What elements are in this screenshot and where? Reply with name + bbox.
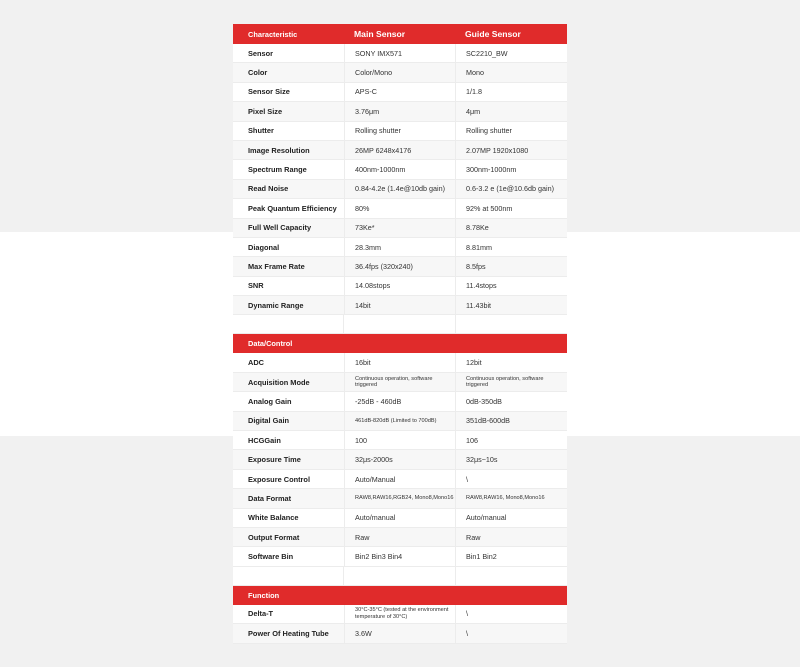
row-label: Dynamic Range — [248, 300, 304, 310]
section-header-data-control: Data/Control — [233, 334, 567, 353]
table-row — [233, 141, 567, 160]
table-row — [233, 199, 567, 218]
header-characteristic: Characteristic — [248, 29, 298, 39]
row-label: Pixel Size — [248, 106, 283, 116]
row-main-value: 3.6W — [344, 624, 455, 642]
row-label: Shutter — [248, 126, 274, 136]
row-main-value: 73Ke* — [344, 219, 455, 237]
table-row — [233, 373, 567, 392]
row-main-value: Auto/manual — [344, 509, 455, 527]
row-label: Exposure Control — [248, 474, 311, 484]
row-guide-value: RAW8,RAW16, Mono8,Mono16 — [455, 489, 567, 507]
section-header-function: Function — [233, 586, 567, 605]
row-main-value: Raw — [344, 528, 455, 546]
table-row — [233, 160, 567, 179]
row-main-value: 36.4fps (320x240) — [344, 257, 455, 275]
row-label: HCGGain — [248, 435, 281, 445]
row-guide-value: 2.07MP 1920x1080 — [455, 141, 567, 159]
row-guide-value: 11.43bit — [455, 296, 567, 314]
spec-table — [233, 24, 567, 644]
row-main-value: 461dB-820dB (Limited to 700dB) — [344, 412, 455, 430]
row-guide-value: \ — [455, 605, 567, 623]
row-label: Acquisition Mode — [248, 377, 310, 387]
table-header — [233, 24, 567, 44]
row-label: Output Format — [248, 532, 300, 542]
table-row — [233, 83, 567, 102]
row-main-value: Auto/Manual — [344, 470, 455, 488]
row-main-value: 26MP 6248x4176 — [344, 141, 455, 159]
row-main-value: 3.76μm — [344, 102, 455, 120]
row-label: White Balance — [248, 513, 299, 523]
row-label: Spectrum Range — [248, 165, 307, 175]
row-guide-value: Raw — [455, 528, 567, 546]
row-main-value: SONY IMX571 — [344, 44, 455, 62]
row-main-value: Continuous operation, software triggered — [344, 373, 455, 391]
row-guide-value: 106 — [455, 431, 567, 449]
row-guide-value: Mono — [455, 63, 567, 81]
table-spacer — [233, 315, 567, 334]
table-row — [233, 257, 567, 276]
row-guide-value: Bin1 Bin2 — [455, 547, 567, 565]
row-main-value: 80% — [344, 199, 455, 217]
table-row — [233, 509, 567, 528]
row-guide-value: 300nm-1000nm — [455, 160, 567, 178]
table-row — [233, 122, 567, 141]
table-row — [233, 605, 567, 624]
row-label: Digital Gain — [248, 416, 290, 426]
table-row — [233, 353, 567, 372]
row-guide-value: \ — [455, 624, 567, 642]
row-label: Sensor Size — [248, 87, 290, 97]
row-guide-value: 351dB-600dB — [455, 412, 567, 430]
row-guide-value: 4μm — [455, 102, 567, 120]
table-row — [233, 528, 567, 547]
row-main-value: 100 — [344, 431, 455, 449]
row-label: Exposure Time — [248, 455, 301, 465]
row-main-value: APS-C — [344, 83, 455, 101]
row-main-value: RAW8,RAW16,RGB24, Mono8,Mono16 — [344, 489, 455, 507]
row-main-value: Color/Mono — [344, 63, 455, 81]
table-row — [233, 277, 567, 296]
header-guide-sensor: Guide Sensor — [465, 29, 521, 39]
row-label: Sensor — [248, 48, 274, 58]
row-label: Peak Quantum Efficiency — [248, 203, 337, 213]
row-main-value: Rolling shutter — [344, 122, 455, 140]
row-label: Read Noise — [248, 184, 289, 194]
table-row — [233, 547, 567, 566]
row-guide-value: 0dB-350dB — [455, 392, 567, 410]
row-guide-value: \ — [455, 470, 567, 488]
row-main-value: 0.84-4.2e (1.4e@10db gain) — [344, 180, 455, 198]
table-row — [233, 489, 567, 508]
table-row — [233, 431, 567, 450]
table-row — [233, 470, 567, 489]
row-main-value: Bin2 Bin3 Bin4 — [344, 547, 455, 565]
table-spacer — [233, 567, 567, 586]
table-row — [233, 102, 567, 121]
row-guide-value: 11.4stops — [455, 277, 567, 295]
row-main-value: 28.3mm — [344, 238, 455, 256]
row-main-value: 16bit — [344, 353, 455, 371]
table-row — [233, 296, 567, 315]
row-main-value: -25dB - 460dB — [344, 392, 455, 410]
row-label: ADC — [248, 358, 265, 368]
row-guide-value: Auto/manual — [455, 509, 567, 527]
table-row — [233, 219, 567, 238]
row-guide-value: 92% at 500nm — [455, 199, 567, 217]
row-guide-value: Rolling shutter — [455, 122, 567, 140]
header-main-sensor: Main Sensor — [354, 29, 406, 39]
row-guide-value: 1/1.8 — [455, 83, 567, 101]
row-label: Color — [248, 68, 268, 78]
table-row — [233, 180, 567, 199]
row-label: Full Well Capacity — [248, 223, 312, 233]
table-row — [233, 44, 567, 63]
row-label: SNR — [248, 281, 264, 291]
row-main-value: 32μs-2000s — [344, 450, 455, 468]
row-guide-value: 0.6-3.2 e (1e@10.6db gain) — [455, 180, 567, 198]
row-label: Diagonal — [248, 242, 280, 252]
row-main-value: 14bit — [344, 296, 455, 314]
row-main-value: 14.08stops — [344, 277, 455, 295]
table-row — [233, 63, 567, 82]
row-guide-value: 8.81mm — [455, 238, 567, 256]
table-row — [233, 624, 567, 643]
row-label: Analog Gain — [248, 396, 292, 406]
row-guide-value: Continuous operation, software triggered — [455, 373, 567, 391]
row-label: Max Frame Rate — [248, 261, 305, 271]
row-guide-value: 8.5fps — [455, 257, 567, 275]
row-guide-value: 12bit — [455, 353, 567, 371]
row-label: Delta-T — [248, 609, 274, 619]
row-main-value: 400nm-1000nm — [344, 160, 455, 178]
table-row — [233, 238, 567, 257]
table-row — [233, 392, 567, 411]
row-guide-value: 8.78Ke — [455, 219, 567, 237]
row-main-value: 30°C-35°C (tested at the environment temperature of 30°C) — [344, 605, 455, 623]
row-label: Image Resolution — [248, 145, 310, 155]
row-guide-value: 32μs~10s — [455, 450, 567, 468]
table-row — [233, 450, 567, 469]
row-label: Data Format — [248, 493, 292, 503]
table-row — [233, 412, 567, 431]
row-guide-value: SC2210_BW — [455, 44, 567, 62]
row-label: Software Bin — [248, 552, 294, 562]
row-label: Power Of Heating Tube — [248, 628, 329, 638]
